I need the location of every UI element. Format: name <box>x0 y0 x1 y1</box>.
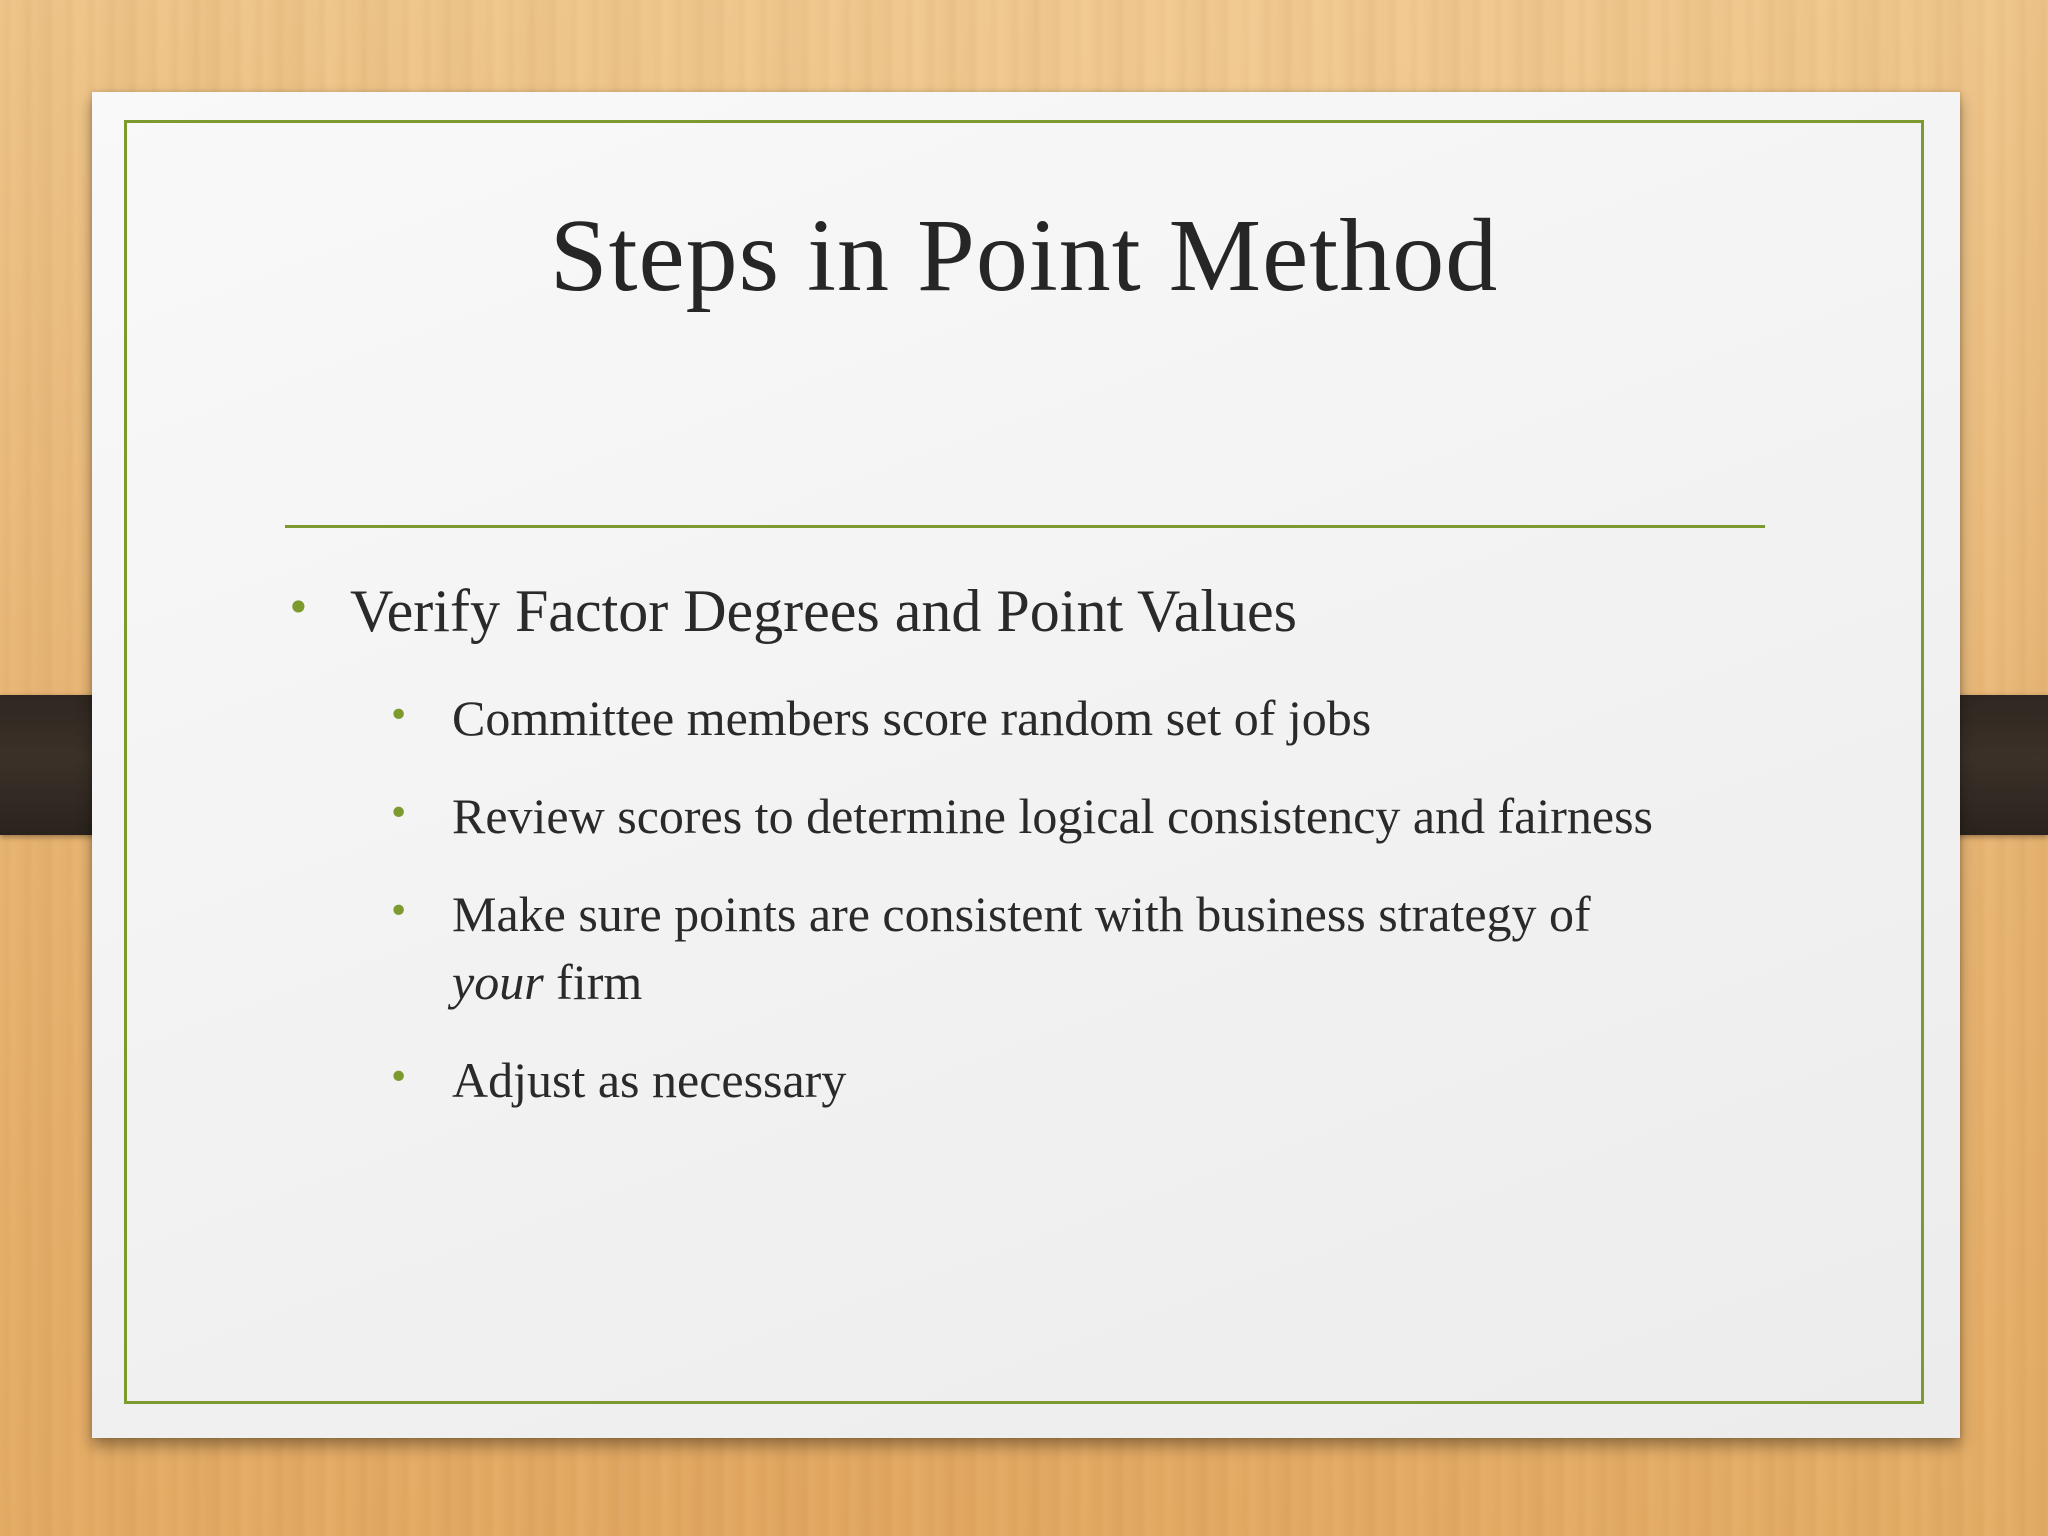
bullet-dot-icon: • <box>388 1057 410 1098</box>
emphasis-text: your <box>452 954 544 1010</box>
bullet-level2: Review scores to determine logical consistency and fairness <box>452 788 1654 844</box>
bullet-dot-icon: • <box>388 891 410 932</box>
bullet-level2-line1: Make sure points are consistent with business strategy of <box>452 886 1591 942</box>
title-divider <box>285 525 1765 528</box>
bullet-level2-multiline <box>452 880 1752 1016</box>
bullet-level2: Committee members score random set of jobs <box>452 690 1372 746</box>
bullet-dot-icon: • <box>286 583 311 632</box>
bullet-level1: Verify Factor Degrees and Point Values <box>350 578 1297 644</box>
bullet-dot-icon: • <box>388 695 410 736</box>
bullet-level2-line2: firm <box>543 954 643 1010</box>
bullet-dot-icon: • <box>388 793 410 834</box>
bullet-level2: Adjust as necessary <box>452 1052 847 1108</box>
slide-title: Steps in Point Method <box>549 198 1499 313</box>
